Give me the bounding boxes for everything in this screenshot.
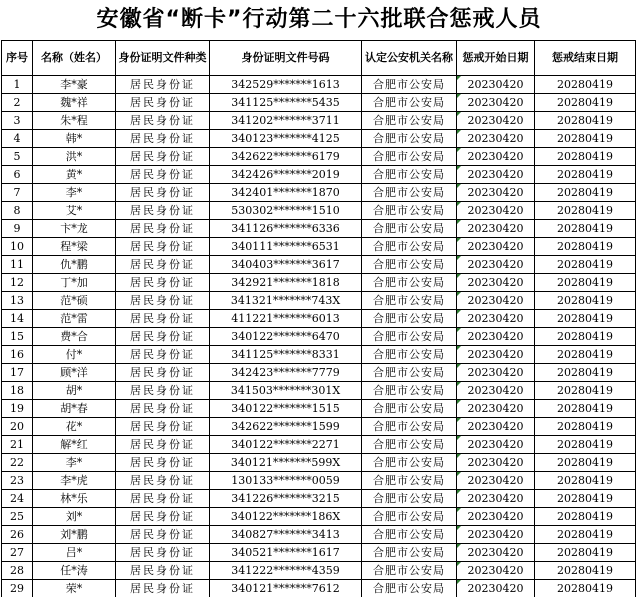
cell-id-type[interactable]: 居民身份证	[116, 508, 210, 526]
cell-end-date[interactable]: 20280419	[535, 220, 636, 238]
cell-authority[interactable]: 合肥市公安局	[362, 508, 457, 526]
cell-id-type[interactable]: 居民身份证	[116, 292, 210, 310]
cell-index[interactable]: 22	[2, 454, 33, 472]
cell-index[interactable]: 28	[2, 562, 33, 580]
cell-end-date[interactable]: 20280419	[535, 364, 636, 382]
cell-authority[interactable]: 合肥市公安局	[362, 400, 457, 418]
table-row	[2, 202, 636, 220]
cell-id-type[interactable]: 居民身份证	[116, 526, 210, 544]
cell-name[interactable]: 李*	[33, 454, 116, 472]
cell-start-date[interactable]: 20230420	[457, 256, 535, 274]
cell-name[interactable]: 顾*洋	[33, 364, 116, 382]
cell-index[interactable]: 8	[2, 202, 33, 220]
cell-end-date[interactable]: 20280419	[535, 202, 636, 220]
cell-id-number[interactable]: 340111*******6531	[210, 238, 362, 256]
cell-start-date[interactable]: 20230420	[457, 562, 535, 580]
table-row	[2, 94, 636, 112]
cell-name[interactable]: 艾*	[33, 202, 116, 220]
cell-id-type[interactable]: 居民身份证	[116, 472, 210, 490]
cell-id-type[interactable]: 居民身份证	[116, 364, 210, 382]
cell-end-date[interactable]: 20280419	[535, 562, 636, 580]
cell-end-date[interactable]: 20280419	[535, 472, 636, 490]
cell-end-date[interactable]: 20280419	[535, 76, 636, 94]
cell-id-type[interactable]: 居民身份证	[116, 418, 210, 436]
cell-id-number[interactable]: 340827*******3413	[210, 526, 362, 544]
cell-start-date[interactable]: 20230420	[457, 544, 535, 562]
cell-id-number[interactable]: 340122*******2271	[210, 436, 362, 454]
cell-index[interactable]: 10	[2, 238, 33, 256]
cell-id-type[interactable]: 居民身份证	[116, 346, 210, 364]
cell-start-date[interactable]: 20230420	[457, 400, 535, 418]
cell-authority[interactable]: 合肥市公安局	[362, 562, 457, 580]
cell-authority[interactable]: 合肥市公安局	[362, 418, 457, 436]
cell-authority[interactable]: 合肥市公安局	[362, 346, 457, 364]
cell-id-type[interactable]: 居民身份证	[116, 166, 210, 184]
cell-index[interactable]: 19	[2, 400, 33, 418]
cell-name[interactable]: 刘*	[33, 508, 116, 526]
cell-name[interactable]: 费*合	[33, 328, 116, 346]
cell-authority[interactable]: 合肥市公安局	[362, 166, 457, 184]
cell-authority[interactable]: 合肥市公安局	[362, 94, 457, 112]
cell-start-date[interactable]: 20230420	[457, 112, 535, 130]
cell-end-date[interactable]: 20280419	[535, 256, 636, 274]
cell-start-date[interactable]: 20230420	[457, 418, 535, 436]
cell-start-date[interactable]: 20230420	[457, 346, 535, 364]
cell-start-date[interactable]: 20230420	[457, 310, 535, 328]
column-header-name[interactable]: 名称（姓名）	[33, 41, 116, 76]
cell-authority[interactable]: 合肥市公安局	[362, 382, 457, 400]
cell-authority[interactable]: 合肥市公安局	[362, 328, 457, 346]
cell-authority[interactable]: 合肥市公安局	[362, 76, 457, 94]
cell-id-number[interactable]: 411221*******6013	[210, 310, 362, 328]
cell-id-type[interactable]: 居民身份证	[116, 94, 210, 112]
punishment-roster-table	[1, 40, 636, 597]
cell-authority[interactable]: 合肥市公安局	[362, 472, 457, 490]
cell-name[interactable]: 黄*	[33, 166, 116, 184]
cell-authority[interactable]: 合肥市公安局	[362, 184, 457, 202]
cell-name[interactable]: 韩*	[33, 130, 116, 148]
cell-start-date[interactable]: 20230420	[457, 508, 535, 526]
cell-id-type[interactable]: 居民身份证	[116, 562, 210, 580]
table-row	[2, 184, 636, 202]
cell-id-number[interactable]: 342921*******1818	[210, 274, 362, 292]
cell-id-type[interactable]: 居民身份证	[116, 436, 210, 454]
cell-id-type[interactable]: 居民身份证	[116, 274, 210, 292]
table-row	[2, 472, 636, 490]
table-row	[2, 130, 636, 148]
cell-end-date[interactable]: 20280419	[535, 400, 636, 418]
cell-id-number[interactable]: 341202*******3711	[210, 112, 362, 130]
cell-end-date[interactable]: 20280419	[535, 310, 636, 328]
cell-name[interactable]: 胡*	[33, 382, 116, 400]
cell-id-number[interactable]: 342622*******6179	[210, 148, 362, 166]
cell-index[interactable]: 1	[2, 76, 33, 94]
cell-index[interactable]: 26	[2, 526, 33, 544]
cell-name[interactable]: 荣*	[33, 580, 116, 597]
cell-id-type[interactable]: 居民身份证	[116, 490, 210, 508]
cell-id-number[interactable]: 341226*******3215	[210, 490, 362, 508]
cell-name[interactable]: 朱*程	[33, 112, 116, 130]
cell-start-date[interactable]: 20230420	[457, 328, 535, 346]
cell-authority[interactable]: 合肥市公安局	[362, 436, 457, 454]
cell-name[interactable]: 林*乐	[33, 490, 116, 508]
column-header-index[interactable]: 序号	[2, 41, 33, 76]
table-row	[2, 508, 636, 526]
cell-name[interactable]: 魏*祥	[33, 94, 116, 112]
cell-start-date[interactable]: 20230420	[457, 526, 535, 544]
cell-name[interactable]: 付*	[33, 346, 116, 364]
cell-end-date[interactable]: 20280419	[535, 346, 636, 364]
cell-id-number[interactable]: 342529*******1613	[210, 76, 362, 94]
cell-id-type[interactable]: 居民身份证	[116, 454, 210, 472]
cell-authority[interactable]: 合肥市公安局	[362, 220, 457, 238]
cell-index[interactable]: 21	[2, 436, 33, 454]
cell-name[interactable]: 范*硕	[33, 292, 116, 310]
cell-start-date[interactable]: 20230420	[457, 382, 535, 400]
cell-start-date[interactable]: 20230420	[457, 130, 535, 148]
cell-index[interactable]: 16	[2, 346, 33, 364]
table-row	[2, 166, 636, 184]
table-row	[2, 562, 636, 580]
cell-end-date[interactable]: 20280419	[535, 490, 636, 508]
table-body	[2, 76, 636, 597]
cell-id-type[interactable]: 居民身份证	[116, 130, 210, 148]
table-row	[2, 418, 636, 436]
cell-authority[interactable]: 合肥市公安局	[362, 310, 457, 328]
cell-name[interactable]: 李*	[33, 184, 116, 202]
cell-id-type[interactable]: 居民身份证	[116, 202, 210, 220]
cell-index[interactable]: 9	[2, 220, 33, 238]
cell-name[interactable]: 任*涛	[33, 562, 116, 580]
cell-index[interactable]: 29	[2, 580, 33, 597]
cell-end-date[interactable]: 20280419	[535, 166, 636, 184]
table-row	[2, 382, 636, 400]
cell-end-date[interactable]: 20280419	[535, 508, 636, 526]
cell-id-number[interactable]: 530302*******1510	[210, 202, 362, 220]
cell-end-date[interactable]: 20280419	[535, 292, 636, 310]
cell-index[interactable]: 25	[2, 508, 33, 526]
cell-start-date[interactable]: 20230420	[457, 94, 535, 112]
cell-start-date[interactable]: 20230420	[457, 76, 535, 94]
cell-end-date[interactable]: 20280419	[535, 274, 636, 292]
table-row	[2, 544, 636, 562]
cell-end-date[interactable]: 20280419	[535, 130, 636, 148]
table-row	[2, 580, 636, 597]
cell-id-type[interactable]: 居民身份证	[116, 544, 210, 562]
cell-authority[interactable]: 合肥市公安局	[362, 130, 457, 148]
cell-id-number[interactable]: 340122*******6470	[210, 328, 362, 346]
cell-name[interactable]: 李*豪	[33, 76, 116, 94]
table-row	[2, 220, 636, 238]
cell-start-date[interactable]: 20230420	[457, 436, 535, 454]
cell-id-type[interactable]: 居民身份证	[116, 76, 210, 94]
cell-index[interactable]: 13	[2, 292, 33, 310]
cell-id-number[interactable]: 340122*******186X	[210, 508, 362, 526]
cell-start-date[interactable]: 20230420	[457, 202, 535, 220]
cell-authority[interactable]: 合肥市公安局	[362, 454, 457, 472]
cell-id-type[interactable]: 居民身份证	[116, 310, 210, 328]
table-row	[2, 436, 636, 454]
cell-index[interactable]: 17	[2, 364, 33, 382]
cell-id-number[interactable]: 342423*******7779	[210, 364, 362, 382]
cell-index[interactable]: 27	[2, 544, 33, 562]
cell-index[interactable]: 4	[2, 130, 33, 148]
cell-id-type[interactable]: 居民身份证	[116, 580, 210, 597]
cell-authority[interactable]: 合肥市公安局	[362, 202, 457, 220]
cell-name[interactable]: 洪*	[33, 148, 116, 166]
column-header-end-date[interactable]: 惩戒结束日期	[535, 41, 636, 76]
table-row	[2, 526, 636, 544]
table-row	[2, 148, 636, 166]
cell-start-date[interactable]: 20230420	[457, 490, 535, 508]
table-row	[2, 76, 636, 94]
cell-authority[interactable]: 合肥市公安局	[362, 256, 457, 274]
table-row	[2, 400, 636, 418]
column-header-authority[interactable]: 认定公安机关名称	[362, 41, 457, 76]
column-header-start-date[interactable]: 惩戒开始日期	[457, 41, 535, 76]
cell-end-date[interactable]: 20280419	[535, 382, 636, 400]
table-row	[2, 274, 636, 292]
cell-index[interactable]: 20	[2, 418, 33, 436]
table-row	[2, 490, 636, 508]
cell-id-type[interactable]: 居民身份证	[116, 382, 210, 400]
table-row	[2, 112, 636, 130]
table-row	[2, 256, 636, 274]
cell-authority[interactable]: 合肥市公安局	[362, 238, 457, 256]
cell-id-type[interactable]: 居民身份证	[116, 148, 210, 166]
cell-start-date[interactable]: 20230420	[457, 274, 535, 292]
cell-start-date[interactable]: 20230420	[457, 220, 535, 238]
cell-end-date[interactable]: 20280419	[535, 418, 636, 436]
cell-id-type[interactable]: 居民身份证	[116, 220, 210, 238]
cell-authority[interactable]: 合肥市公安局	[362, 526, 457, 544]
cell-authority[interactable]: 合肥市公安局	[362, 148, 457, 166]
cell-end-date[interactable]: 20280419	[535, 112, 636, 130]
cell-id-number[interactable]: 340521*******1617	[210, 544, 362, 562]
cell-index[interactable]: 24	[2, 490, 33, 508]
cell-id-type[interactable]: 居民身份证	[116, 400, 210, 418]
cell-end-date[interactable]: 20280419	[535, 328, 636, 346]
cell-name[interactable]: 仇*鹏	[33, 256, 116, 274]
cell-authority[interactable]: 合肥市公安局	[362, 580, 457, 597]
cell-authority[interactable]: 合肥市公安局	[362, 292, 457, 310]
cell-end-date[interactable]: 20280419	[535, 526, 636, 544]
cell-index[interactable]: 14	[2, 310, 33, 328]
cell-index[interactable]: 7	[2, 184, 33, 202]
cell-index[interactable]: 23	[2, 472, 33, 490]
cell-index[interactable]: 3	[2, 112, 33, 130]
cell-name[interactable]: 花*	[33, 418, 116, 436]
cell-authority[interactable]: 合肥市公安局	[362, 112, 457, 130]
cell-id-number[interactable]: 341321*******743X	[210, 292, 362, 310]
cell-authority[interactable]: 合肥市公安局	[362, 364, 457, 382]
cell-id-number[interactable]: 340123*******4125	[210, 130, 362, 148]
table-row	[2, 310, 636, 328]
cell-name[interactable]: 解*红	[33, 436, 116, 454]
cell-id-number[interactable]: 340121*******599X	[210, 454, 362, 472]
cell-end-date[interactable]: 20280419	[535, 94, 636, 112]
cell-end-date[interactable]: 20280419	[535, 184, 636, 202]
cell-id-type[interactable]: 居民身份证	[116, 256, 210, 274]
cell-index[interactable]: 5	[2, 148, 33, 166]
cell-index[interactable]: 2	[2, 94, 33, 112]
cell-index[interactable]: 15	[2, 328, 33, 346]
column-header-id-type[interactable]: 身份证明文件种类	[116, 41, 210, 76]
cell-start-date[interactable]: 20230420	[457, 166, 535, 184]
cell-id-number[interactable]: 341126*******6336	[210, 220, 362, 238]
cell-id-number[interactable]: 341503*******301X	[210, 382, 362, 400]
cell-start-date[interactable]: 20230420	[457, 292, 535, 310]
column-header-id-number[interactable]: 身份证明文件号码	[210, 41, 362, 76]
cell-id-type[interactable]: 居民身份证	[116, 112, 210, 130]
cell-index[interactable]: 12	[2, 274, 33, 292]
cell-id-number[interactable]: 340403*******3617	[210, 256, 362, 274]
cell-end-date[interactable]: 20280419	[535, 454, 636, 472]
cell-end-date[interactable]: 20280419	[535, 238, 636, 256]
cell-id-number[interactable]: 341222*******4359	[210, 562, 362, 580]
cell-name[interactable]: 胡*春	[33, 400, 116, 418]
cell-start-date[interactable]: 20230420	[457, 184, 535, 202]
cell-id-number[interactable]: 130133*******0059	[210, 472, 362, 490]
cell-start-date[interactable]: 20230420	[457, 238, 535, 256]
cell-start-date[interactable]: 20230420	[457, 454, 535, 472]
cell-end-date[interactable]: 20280419	[535, 148, 636, 166]
cell-name[interactable]: 范*雷	[33, 310, 116, 328]
cell-name[interactable]: 刘*鹏	[33, 526, 116, 544]
cell-name[interactable]: 吕*	[33, 544, 116, 562]
document-title: 安徽省“断卡”行动第二十六批联合惩戒人员	[96, 7, 542, 32]
cell-id-number[interactable]: 342401*******1870	[210, 184, 362, 202]
cell-end-date[interactable]: 20280419	[535, 436, 636, 454]
cell-end-date[interactable]: 20280419	[535, 580, 636, 597]
table-row	[2, 238, 636, 256]
table-row	[2, 454, 636, 472]
cell-name[interactable]: 程*梁	[33, 238, 116, 256]
cell-id-number[interactable]: 340122*******1515	[210, 400, 362, 418]
cell-start-date[interactable]: 20230420	[457, 580, 535, 597]
header-row	[2, 41, 636, 76]
cell-index[interactable]: 11	[2, 256, 33, 274]
cell-id-type[interactable]: 居民身份证	[116, 184, 210, 202]
cell-id-number[interactable]: 342426*******2019	[210, 166, 362, 184]
table-row	[2, 346, 636, 364]
cell-id-number[interactable]: 340121*******7612	[210, 580, 362, 597]
cell-id-type[interactable]: 居民身份证	[116, 328, 210, 346]
table-row	[2, 292, 636, 310]
table-row	[2, 328, 636, 346]
cell-index[interactable]: 18	[2, 382, 33, 400]
cell-start-date[interactable]: 20230420	[457, 472, 535, 490]
cell-authority[interactable]: 合肥市公安局	[362, 544, 457, 562]
cell-name[interactable]: 丁*加	[33, 274, 116, 292]
cell-id-number[interactable]: 341125*******5435	[210, 94, 362, 112]
cell-name[interactable]: 卞*龙	[33, 220, 116, 238]
cell-id-number[interactable]: 342622*******1599	[210, 418, 362, 436]
cell-index[interactable]: 6	[2, 166, 33, 184]
cell-id-type[interactable]: 居民身份证	[116, 238, 210, 256]
cell-start-date[interactable]: 20230420	[457, 364, 535, 382]
cell-id-number[interactable]: 341125*******8331	[210, 346, 362, 364]
cell-start-date[interactable]: 20230420	[457, 148, 535, 166]
table-row	[2, 364, 636, 382]
cell-authority[interactable]: 合肥市公安局	[362, 274, 457, 292]
cell-name[interactable]: 李*虎	[33, 472, 116, 490]
cell-end-date[interactable]: 20280419	[535, 544, 636, 562]
cell-authority[interactable]: 合肥市公安局	[362, 490, 457, 508]
